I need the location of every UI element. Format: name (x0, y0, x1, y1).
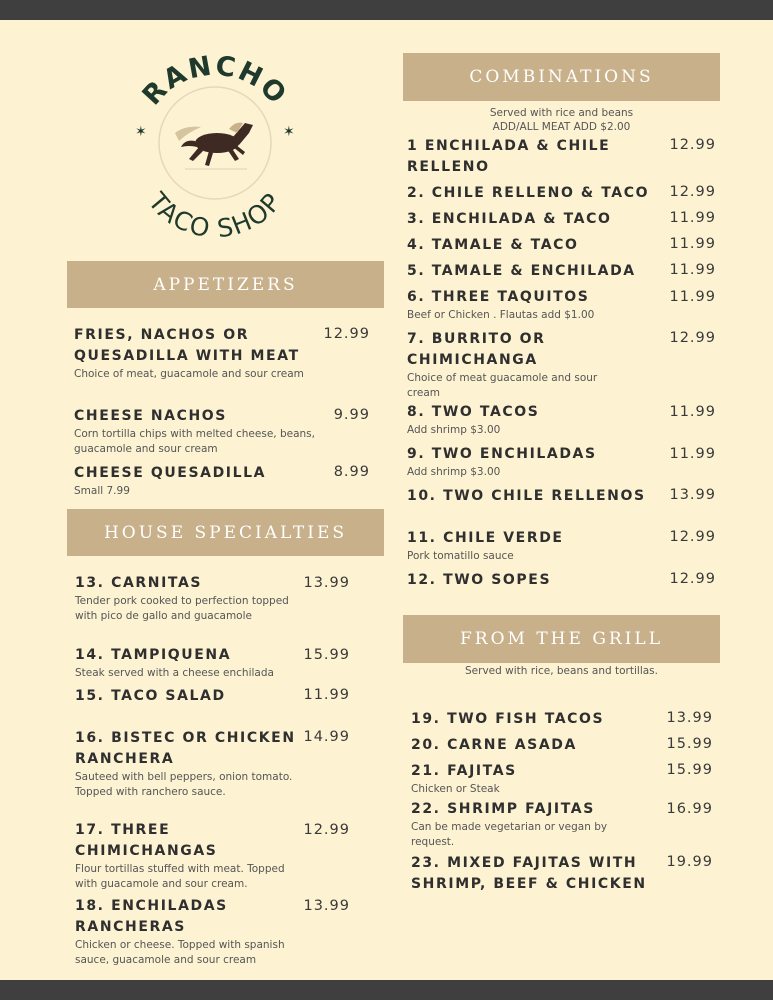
item-name: 12. TWO SOPES (407, 572, 552, 588)
item-price: 14.99 (303, 729, 350, 745)
menu-item (407, 486, 657, 507)
item-description: Topped with ranchero sauce. (75, 786, 226, 798)
item-price: 12.99 (669, 529, 716, 545)
item-name: 8. TWO TACOS (407, 404, 540, 420)
menu-item (407, 570, 657, 591)
item-name: 20. CARNE ASADA (411, 737, 577, 753)
menu-item (411, 761, 661, 797)
menu-item (411, 799, 626, 850)
menu-item (75, 896, 300, 968)
item-description: Can be made vegetarian or vegan by request. (411, 821, 608, 848)
item-name: 3. ENCHILADA & TACO (407, 211, 612, 227)
grill-banner (403, 615, 720, 663)
item-price: 13.99 (666, 710, 713, 726)
bottom-border-bar (0, 980, 773, 1000)
item-name: 19. TWO FISH TACOS (411, 711, 605, 727)
appetizers-banner (67, 261, 384, 308)
item-name: 22. SHRIMP FAJITAS (411, 801, 595, 817)
item-name: 16. BISTEC OR CHICKEN RANCHERA (75, 730, 296, 767)
item-price: 11.99 (303, 687, 350, 703)
item-name: 7. BURRITO OR CHIMICHANGA (407, 331, 546, 368)
item-price: 11.99 (669, 236, 716, 252)
menu-item (411, 853, 651, 895)
menu-item (411, 735, 661, 756)
item-name: 10. TWO CHILE RELLENOS (407, 488, 646, 504)
item-price: 12.99 (669, 137, 716, 153)
item-price: 11.99 (669, 210, 716, 226)
item-name: 6. THREE TAQUITOS (407, 289, 590, 305)
menu-item (407, 287, 657, 323)
menu-item (75, 728, 300, 800)
menu-item (407, 261, 657, 282)
item-price: 12.99 (669, 184, 716, 200)
item-name: 5. TAMALE & ENCHILADA (407, 263, 636, 279)
item-description: Tender pork cooked to perfection topped with pico de gallo and guacamole (75, 595, 289, 622)
appetizers-title: APPETIZERS (153, 274, 298, 295)
specialties-banner (67, 509, 384, 556)
item-name: FRIES, NACHOS OR QUESADILLA WITH MEAT (74, 327, 300, 364)
star-icon: ✶ (135, 124, 147, 140)
menu-item (75, 686, 300, 707)
item-price: 11.99 (669, 262, 716, 278)
item-description: Steak served with a cheese enchilada (75, 667, 274, 679)
item-price: 16.99 (666, 801, 713, 817)
menu-item (407, 444, 657, 480)
item-price: 11.99 (669, 289, 716, 305)
item-name: 2. CHILE RELLENO & TACO (407, 185, 650, 201)
combinations-title: COMBINATIONS (469, 67, 654, 87)
item-price: 12.99 (303, 822, 350, 838)
menu-item (407, 209, 657, 230)
menu-item (407, 402, 657, 438)
menu-item (407, 528, 657, 564)
item-description: Add shrimp $3.00 (407, 424, 501, 436)
item-name: CHEESE QUESADILLA (74, 465, 267, 481)
item-name: 23. MIXED FAJITAS WITH SHRIMP, BEEF & CHICKEN (411, 855, 647, 892)
item-name: 18. ENCHILADAS RANCHERAS (75, 898, 228, 935)
item-description: Add shrimp $3.00 (407, 466, 501, 478)
logo-bottom-text: TACO SHOP (142, 186, 288, 240)
item-description: Choice of meat, guacamole and sour cream (74, 368, 304, 380)
item-price: 13.99 (303, 898, 350, 914)
specialties-title: HOUSE SPECIALTIES (103, 522, 348, 543)
item-name: 4. TAMALE & TACO (407, 237, 579, 253)
item-name: 17. THREE CHIMICHANGAS (75, 822, 218, 859)
menu-item (74, 325, 324, 382)
star-icon: ✶ (283, 124, 295, 140)
menu-item (407, 329, 622, 401)
item-description: Chicken or cheese. Topped with spanish sauce, guacamole and sour cream (75, 939, 285, 966)
item-description: Pork tomatillo sauce (407, 550, 514, 562)
item-description: Beef or Chicken . Flautas add $1.00 (407, 309, 595, 321)
item-name: 13. CARNITAS (75, 575, 203, 591)
horse-icon (175, 123, 253, 169)
item-description: Choice of meat guacamole and sour cream (407, 372, 598, 399)
item-price: 13.99 (303, 575, 350, 591)
menu-item (74, 406, 324, 457)
item-name: CHEESE NACHOS (74, 408, 227, 424)
item-name: 9. TWO ENCHILADAS (407, 446, 597, 462)
item-description: Corn tortilla chips with melted cheese, beans, guacamole and sour cream (74, 428, 315, 455)
item-description: Chicken or Steak (411, 783, 500, 795)
item-price: 13.99 (669, 487, 716, 503)
grill-title: FROM THE GRILL (460, 629, 663, 649)
menu-item (75, 820, 300, 892)
item-price: 19.99 (666, 854, 713, 870)
menu-item (407, 183, 667, 204)
item-price: 11.99 (669, 404, 716, 420)
item-price: 12.99 (669, 330, 716, 346)
combinations-note: Served with rice and beans ADD/ALL MEAT ADD $2.00 (489, 107, 634, 133)
item-name: 1 ENCHILADA & CHILE RELLENO (407, 138, 611, 175)
combinations-banner (403, 53, 720, 101)
item-name: 21. FAJITAS (411, 763, 517, 779)
item-name: 11. CHILE VERDE (407, 530, 564, 546)
item-price: 11.99 (669, 446, 716, 462)
grill-note: Served with rice, beans and tortillas. (465, 665, 658, 677)
menu-item (75, 573, 300, 624)
item-description: Small 7.99 (74, 485, 130, 497)
item-price: 9.99 (333, 407, 370, 423)
menu-item (75, 645, 300, 681)
logo-top-text: RANCHO (136, 55, 294, 112)
item-price: 15.99 (666, 762, 713, 778)
item-price: 15.99 (303, 647, 350, 663)
menu-item (407, 235, 657, 256)
item-price: 8.99 (333, 464, 370, 480)
item-price: 12.99 (323, 326, 370, 342)
item-description: Sauteed with bell peppers, onion tomato. (75, 771, 293, 783)
item-price: 12.99 (669, 571, 716, 587)
menu-item (407, 136, 647, 178)
menu-item (411, 709, 661, 730)
item-description: Flour tortillas stuffed with meat. Topped with guacamole and sour cream. (75, 863, 285, 890)
rancho-logo (115, 55, 315, 240)
item-name: 14. TAMPIQUENA (75, 647, 232, 663)
menu-item (74, 463, 324, 499)
top-border-bar (0, 0, 773, 20)
item-price: 15.99 (666, 736, 713, 752)
item-name: 15. TACO SALAD (75, 688, 226, 704)
